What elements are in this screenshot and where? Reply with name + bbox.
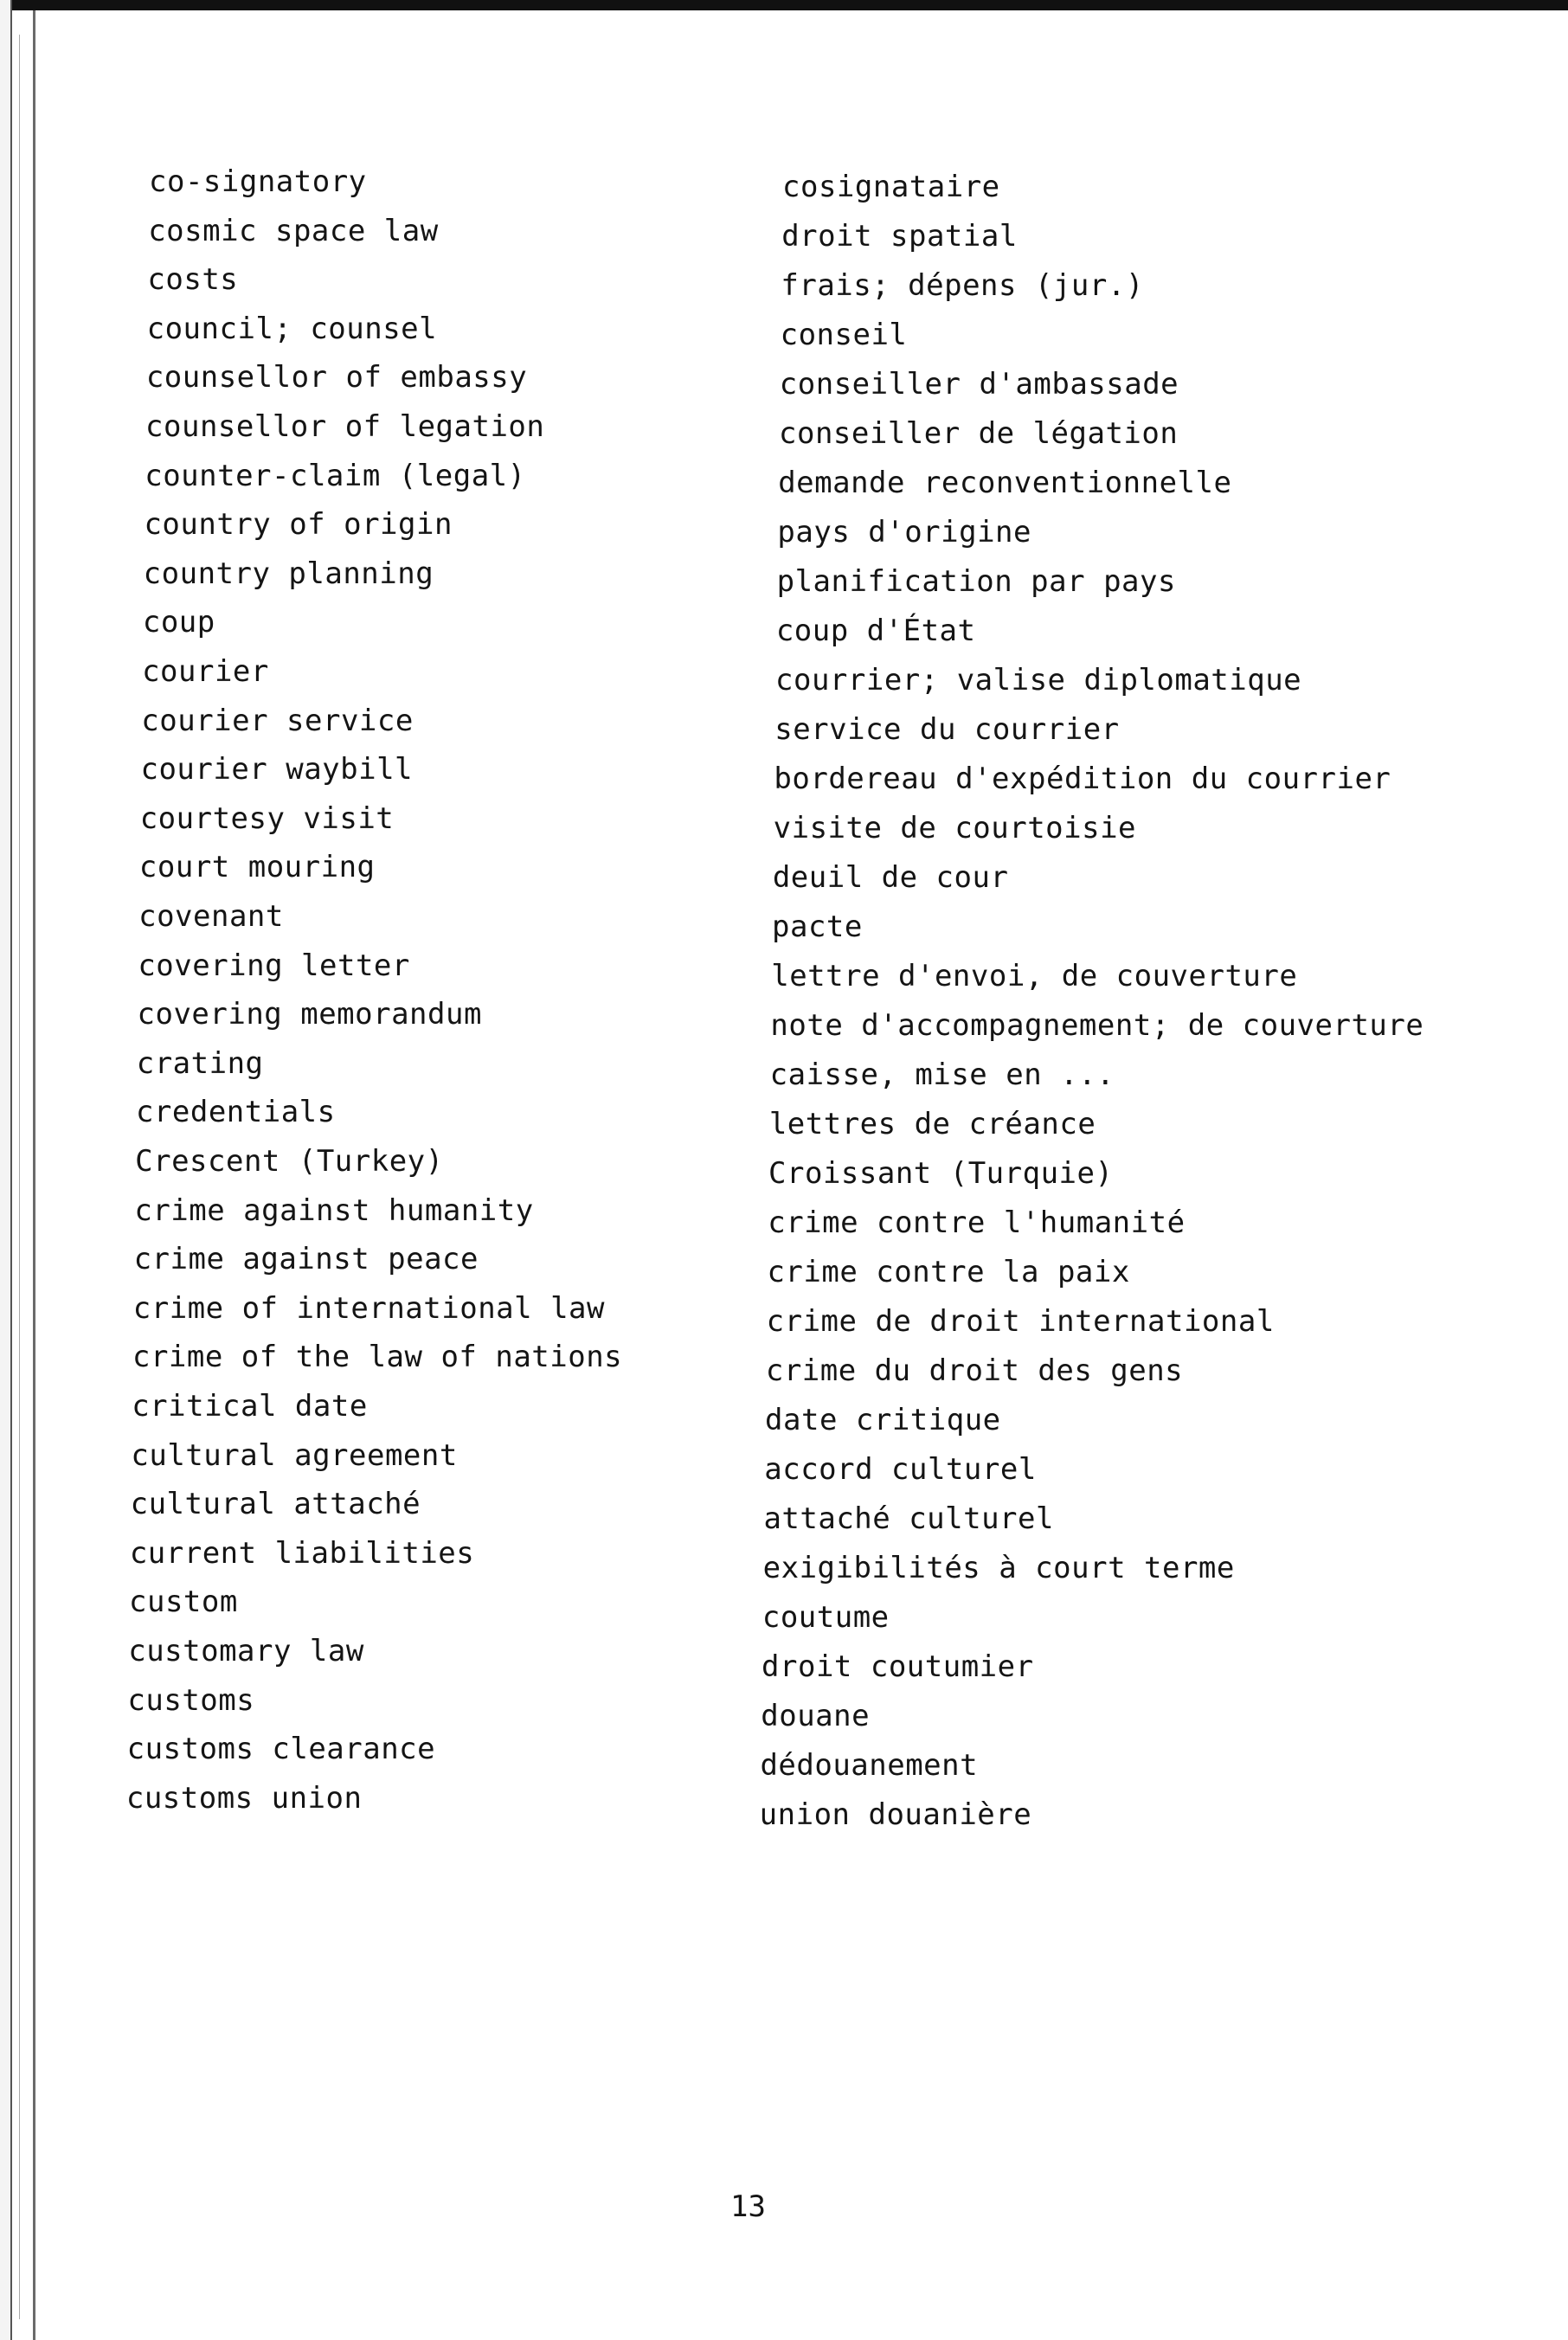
english-term: courier service — [141, 703, 414, 738]
english-term: crime of international law — [132, 1290, 605, 1326]
english-term: country of origin — [144, 507, 453, 543]
french-term: dédouanement — [760, 1748, 979, 1783]
french-term: pacte — [772, 910, 863, 944]
french-term: droit spatial — [781, 219, 1018, 254]
french-term: service du courrier — [774, 712, 1120, 747]
french-term: union douanière — [759, 1797, 1032, 1832]
binding-edge — [0, 0, 12, 2340]
french-term: planification par pays — [776, 564, 1176, 599]
english-term: crime against humanity — [134, 1192, 534, 1228]
english-term: customs union — [125, 1780, 363, 1816]
english-term: cultural attaché — [130, 1487, 421, 1522]
english-term: crating — [136, 1045, 264, 1081]
french-term: deuil de cour — [772, 860, 1009, 895]
french-term: note d'accompagnement; de couverture — [770, 1008, 1424, 1043]
french-term: courrier; valise diplomatique — [775, 663, 1302, 698]
french-term: Croissant (Turquie) — [768, 1156, 1114, 1191]
english-term: critical date — [132, 1389, 368, 1424]
english-term: customs — [127, 1682, 255, 1718]
english-term: counsellor of legation — [145, 409, 545, 444]
english-term: custom — [129, 1585, 238, 1620]
french-term: conseiller de légation — [779, 416, 1179, 451]
page-number: 13 — [730, 2189, 766, 2224]
page-top-edge — [0, 0, 1568, 10]
french-term: demande reconventionnelle — [778, 466, 1232, 500]
english-term: crime against peace — [133, 1242, 479, 1277]
french-term: exigibilités à court terme — [762, 1551, 1235, 1585]
french-term: droit coutumier — [762, 1649, 1034, 1684]
english-term: costs — [147, 262, 239, 298]
english-term: crime of the law of nations — [132, 1340, 623, 1375]
english-term: covering letter — [138, 948, 410, 983]
french-term: attaché culturel — [763, 1501, 1054, 1536]
english-term: customs clearance — [126, 1732, 436, 1767]
binding-line-faint — [19, 35, 20, 2319]
english-term: country planning — [143, 556, 434, 591]
french-term: cosignataire — [782, 170, 1000, 204]
english-term: cosmic space law — [148, 213, 439, 248]
english-term: covering memorandum — [137, 997, 482, 1032]
english-term: Crescent (Turkey) — [135, 1144, 444, 1179]
french-term: visite de courtoisie — [773, 811, 1137, 845]
english-term: court mouring — [138, 850, 376, 885]
english-term: courier waybill — [140, 752, 414, 788]
english-term: courtesy visit — [139, 800, 395, 836]
english-term: current liabilities — [129, 1535, 475, 1571]
english-term: customary law — [128, 1634, 364, 1668]
french-term: crime du droit des gens — [765, 1353, 1184, 1388]
french-term: caisse, mise en ... — [769, 1058, 1115, 1092]
english-term: counter-claim (legal) — [145, 458, 526, 493]
french-term: date critique — [765, 1403, 1001, 1437]
french-term: pays d'origine — [777, 515, 1031, 550]
french-term: bordereau d'expédition du courrier — [774, 762, 1391, 796]
french-term: conseil — [780, 318, 908, 352]
french-term: conseiller d'ambassade — [779, 367, 1179, 402]
french-term: crime contre l'humanité — [768, 1205, 1186, 1240]
english-term: co-signatory — [149, 164, 367, 199]
english-term: coup — [142, 605, 215, 640]
french-term: crime de droit international — [766, 1304, 1275, 1339]
french-term: coutume — [762, 1600, 890, 1635]
french-term: lettre d'envoi, de couverture — [771, 959, 1298, 993]
english-term: counsellor of embassy — [145, 360, 528, 395]
english-term: covenant — [138, 899, 284, 934]
french-term: crime contre la paix — [767, 1255, 1130, 1289]
english-term: courier — [142, 654, 269, 689]
french-term: douane — [761, 1699, 871, 1733]
french-term: coup d'État — [775, 614, 976, 648]
english-term: cultural agreement — [131, 1437, 458, 1473]
french-term: accord culturel — [764, 1452, 1037, 1487]
french-term: frais; dépens (jur.) — [781, 268, 1144, 303]
english-term: credentials — [135, 1095, 336, 1130]
binding-line — [33, 10, 35, 2340]
french-term: lettres de créance — [768, 1107, 1096, 1141]
english-term: council; counsel — [146, 311, 438, 346]
